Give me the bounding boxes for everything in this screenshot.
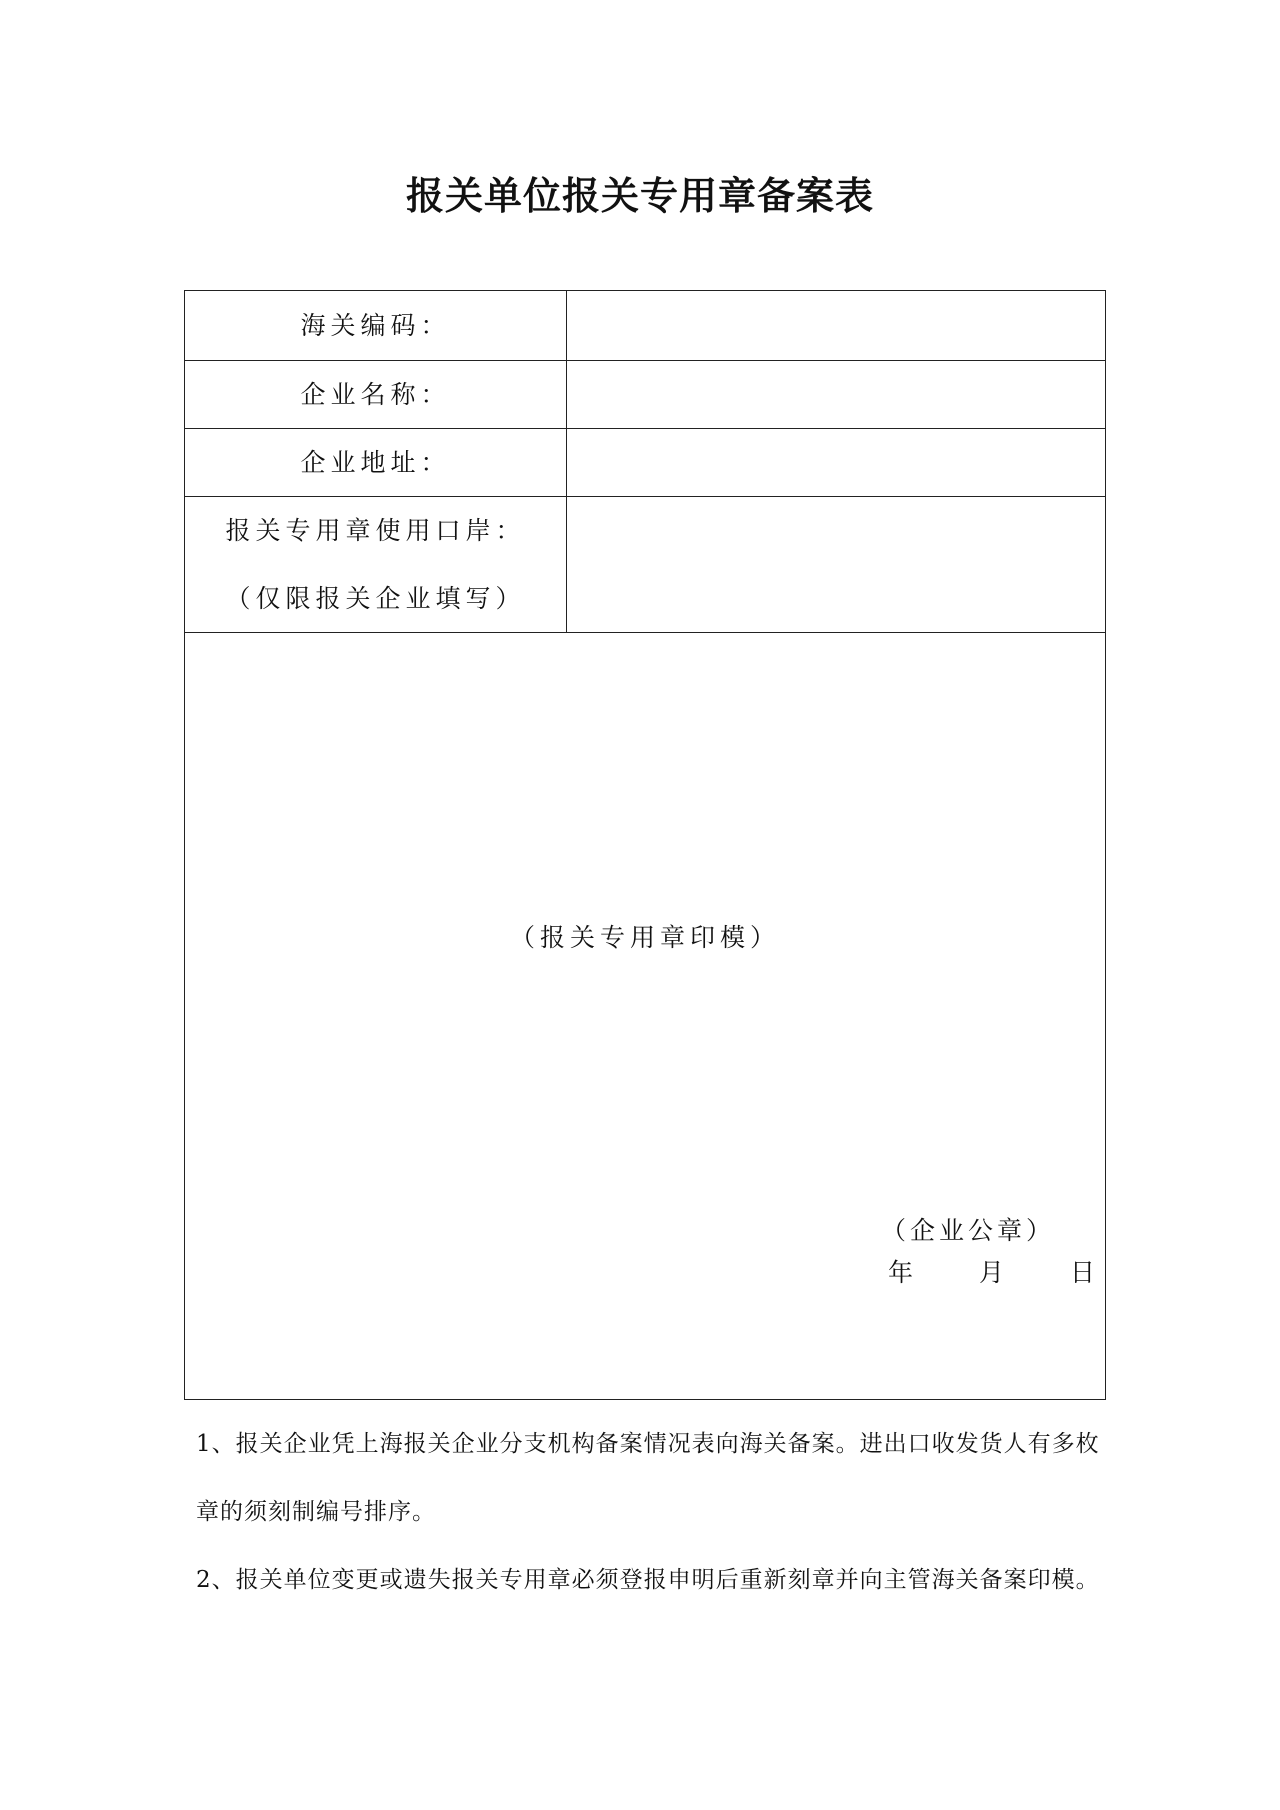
company-name-field[interactable] bbox=[567, 361, 1105, 428]
customs-code-label-cell bbox=[185, 291, 567, 360]
row-company-address bbox=[185, 429, 1105, 497]
registration-form-table bbox=[184, 290, 1106, 1400]
port-field[interactable] bbox=[567, 497, 1105, 632]
date-day-label: 日 bbox=[1069, 1258, 1095, 1287]
stamp-impression-area bbox=[185, 633, 1105, 1399]
row-port bbox=[185, 497, 1105, 633]
row-company-name bbox=[185, 361, 1105, 429]
company-address-label-cell bbox=[185, 429, 567, 496]
stamp-impression-label: （报关专用章印模） bbox=[509, 923, 780, 952]
date-year-label: 年 bbox=[887, 1258, 913, 1287]
notes-section bbox=[196, 1410, 1106, 1614]
page-title: 报关单位报关专用章备案表 bbox=[405, 174, 874, 218]
company-name-label-cell bbox=[185, 361, 567, 428]
note-item-2: 2、报关单位变更或遗失报关专用章必须登报申明后重新刻章并向主管海关备案印模。 bbox=[196, 1567, 1100, 1593]
company-address-field[interactable] bbox=[567, 429, 1105, 496]
company-address-label: 企业地址： bbox=[300, 447, 451, 477]
row-customs-code bbox=[185, 291, 1105, 361]
customs-code-field[interactable] bbox=[567, 291, 1105, 360]
company-name-label: 企业名称： bbox=[300, 379, 451, 409]
date-line bbox=[888, 1253, 1095, 1289]
port-label-note: （仅限报关企业填写） bbox=[225, 583, 526, 613]
customs-code-label: 海关编码： bbox=[300, 310, 451, 340]
note-item-1: 1、报关企业凭上海报关企业分支机构备案情况表向海关备案。进出口收发货人有多枚章的须刻制编号排序。 bbox=[196, 1431, 1100, 1525]
company-seal-label: （企业公章） bbox=[880, 1216, 1055, 1245]
date-month-label: 月 bbox=[978, 1258, 1004, 1287]
port-label-cell bbox=[185, 497, 567, 632]
port-label: 报关专用章使用口岸： bbox=[225, 515, 526, 545]
